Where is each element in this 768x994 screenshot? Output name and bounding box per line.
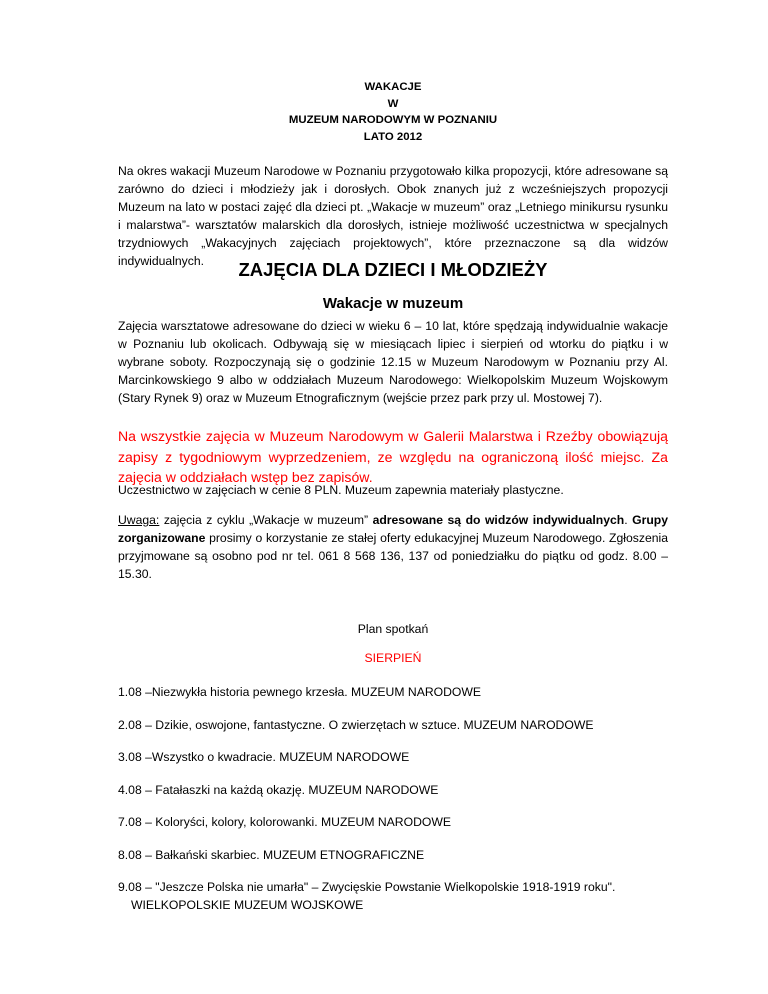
- note-paragraph: [118, 511, 668, 583]
- note-bold-2: Grupy zorganizowane: [118, 513, 668, 545]
- schedule-item: 2.08 – Dzikie, oswojone, fantastyczne. O zwierzętach w sztuce. MUZEUM NARODOWE: [118, 717, 594, 732]
- header-line-2: W: [387, 97, 399, 110]
- schedule-item-text: 9.08 – "Jeszcze Polska nie umarła" – Zwycięskie Powstanie Wielkopolskie 1918-1919 roku".: [118, 880, 616, 894]
- schedule-item: 8.08 – Bałkański skarbiec. MUZEUM ETNOGRAFICZNE: [118, 847, 425, 862]
- document-header: [118, 79, 668, 145]
- schedule-item: [118, 878, 668, 914]
- header-line-3: MUZEUM NARODOWYM W POZNANIU: [288, 114, 498, 126]
- note-bold-1: adresowane są do widzów indywidualnych: [372, 513, 625, 527]
- note-text-2: .: [624, 513, 633, 527]
- description-paragraph: Zajęcia warsztatowe adresowane do dzieci w wieku 6 – 10 lat, które spędzają indywidualnie wakacje w Poznaniu lub okolicach. Odbywają się w miesiącach lipiec i sierpień od wtorku do piątku i w wybrane soboty. Rozpoczynają się o godzinie 12.15 w Muzeum Narodowym w Poznaniu przy Al. Marcinkowskiego 9 albo w oddziałach Muzeum Narodowego: Wielkopolskim Muzeum Wojskowym (Stary Rynek 9) oraz w Muzeum Etnograficznym (wejście przez park przy ul. Mostowej 7).: [118, 319, 668, 405]
- month-heading: SIERPIEŃ: [364, 651, 422, 665]
- note-text-3: prosimy o korzystanie ze stałej oferty edukacyjnej Muzeum Narodowego. Zgłoszenia przyjmowane są osobno pod nr tel. 061 8 568 136, 137 od poniedziałku do piątku od godz. 8.00 – 15.30.: [118, 531, 668, 581]
- note-text-1: zajęcia z cyklu „Wakacje w muzeum”: [159, 513, 373, 527]
- header-line-1: WAKACJE: [364, 81, 422, 93]
- schedule-item: 3.08 –Wszystko o kwadracie. MUZEUM NARODOWE: [118, 750, 410, 764]
- plan-title: Plan spotkań: [357, 622, 429, 636]
- registration-notice: Na wszystkie zajęcia w Muzeum Narodowym w Galerii Malarstwa i Rzeźby obowiązują zapisy z tygodniowym wyprzedzeniem, ze względu na ograniczoną ilość miejsc. Za zajęcia w oddziałach wstęp bez zapisów.: [118, 428, 668, 485]
- price-paragraph: Uczestnictwo w zajęciach w cenie 8 PLN. Muzeum zapewnia materiały plastyczne.: [118, 483, 564, 497]
- section-title: ZAJĘCIA DLA DZIECI I MŁODZIEŻY: [238, 259, 548, 280]
- schedule-list: [118, 683, 668, 929]
- subsection-title: Wakacje w muzeum: [322, 295, 464, 312]
- intro-paragraph: Na okres wakacji Muzeum Narodowe w Poznaniu przygotowało kilka propozycji, które adresowane są zarówno do dzieci i młodzieży jak i dorosłych. Obok znanych już z wcześniejszych propozycji Muzeum na lato w postaci zajęć dla dzieci pt. „Wakacje w muzeum” oraz „Letniego minikursu rysunku i malarstwa”- warsztatów malarskich dla dorosłych, istnieje możliwość uczestnictwa w specjalnych trzydniowych „Wakacyjnych zajęciach projektowych”, które przeznaczone są dla widzów indywidualnych.: [118, 164, 668, 268]
- note-label: Uwaga:: [118, 513, 160, 527]
- schedule-item: 1.08 –Niezwykła historia pewnego krzesła. MUZEUM NARODOWE: [118, 685, 482, 699]
- header-line-4: LATO 2012: [363, 130, 423, 143]
- schedule-item: 7.08 – Koloryści, kolory, kolorowanki. MUZEUM NARODOWE: [118, 815, 451, 829]
- schedule-item-continuation: WIELKOPOLSKIE MUZEUM WOJSKOWE: [131, 898, 364, 912]
- schedule-item: 4.08 – Fatałaszki na każdą okazję. MUZEUM NARODOWE: [118, 782, 439, 797]
